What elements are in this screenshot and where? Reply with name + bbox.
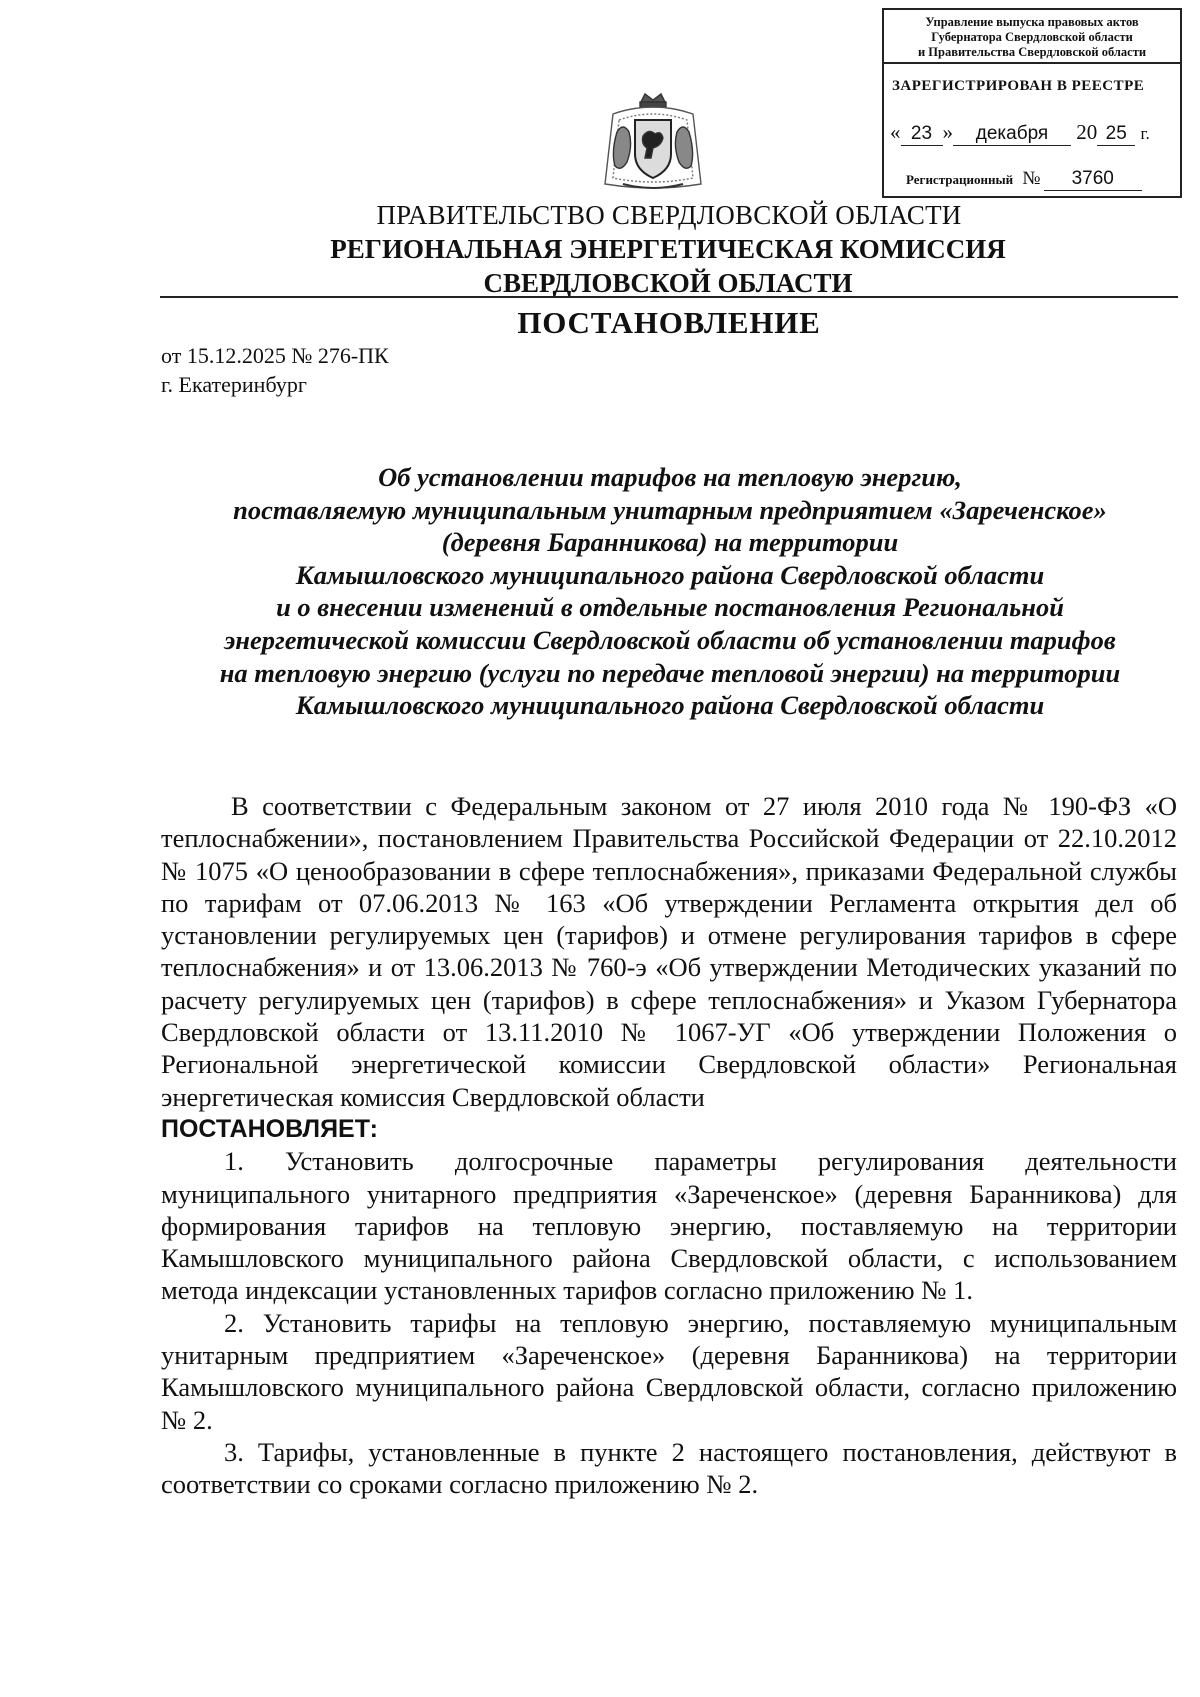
- stamp-close-quote: »: [942, 120, 953, 144]
- document-title: [150, 461, 1190, 722]
- coat-of-arms-icon: [593, 92, 713, 194]
- title-line: энергетической комиссии Свердловской области об установлении тарифов: [224, 624, 1116, 655]
- title-line: (деревня Баранникова) на территории: [441, 527, 899, 558]
- stamp-header-line: и Правительства Свердловской области: [917, 45, 1147, 59]
- commission-name-line2: СВЕРДЛОВСКОЙ ОБЛАСТИ: [483, 268, 853, 298]
- document-type: ПОСТАНОВЛЕНИЕ: [517, 305, 821, 340]
- stamp-reg-number-label: Регистрационный: [906, 172, 1014, 187]
- header-divider: [160, 296, 1178, 298]
- title-line: на тепловую энергию (услуги по передаче тепловой энергии) на территории: [219, 657, 1121, 688]
- stamp-header-line: Губернатора Свердловской области: [931, 30, 1133, 44]
- item-1-paragraph: 1. Установить долгосрочные параметры регулирования деятельности муниципального унитарного предприятия «Зареченское» (деревня Баранникова) для формирования тарифов на тепловую энергию, поставляемую на территории Камышловского муниципального района Свердловской области, с использованием метода индексации установленных тарифов согласно приложению № 1.: [161, 1146, 1177, 1306]
- stamp-open-quote: «: [890, 120, 901, 144]
- decree-word: ПОСТАНОВЛЯЕТ:: [161, 1114, 378, 1143]
- stamp-reg-number-value: 3760: [1044, 168, 1142, 191]
- stamp-day: 23: [901, 123, 943, 146]
- government-name: ПРАВИТЕЛЬСТВО СВЕРДЛОВСКОЙ ОБЛАСТИ: [376, 200, 962, 230]
- item-3-paragraph: 3. Тарифы, установленные в пункте 2 настоящего постановления, действуют в соответствии со сроками согласно приложению № 2.: [161, 1436, 1177, 1500]
- stamp-month: декабря: [953, 123, 1071, 146]
- preamble-paragraph: В соответствии с Федеральным законом от 27 июля 2010 года № 190-ФЗ «О теплоснабжении», постановлением Правительства Российской Федерации от 22.10.2012 № 1075 «О ценообразовании в сфере теплоснабжения», приказами Федеральной службы по тарифам от 07.06.2013 № 163 «Об утверждении Регламента открытия дел об установлении регулируемых цен (тарифов) и отмене регулирования тарифов в сфере теплоснабжения» и от 13.06.2013 № 760-э «Об утверждении Методических указаний по расчету регулируемых цен (тарифов) в сфере теплоснабжения» и Указом Губернатора Свердловской области от 13.11.2010 № 1067-УГ «Об утверждении Положения о Региональной энергетической комиссии Свердловской области» Региональная энергетическая комиссия Свердловской области: [161, 791, 1177, 1112]
- stamp-reg-number: [906, 168, 1142, 191]
- stamp-registered-label: ЗАРЕГИСТРИРОВАН В РЕЕСТРЕ: [892, 78, 1145, 94]
- stamp-date: [890, 120, 1150, 146]
- stamp-header: [884, 10, 1180, 64]
- title-line: Камышловского муниципального района Свердловской области: [295, 559, 1045, 590]
- commission-name-line1: РЕГИОНАЛЬНАЯ ЭНЕРГЕТИЧЕСКАЯ КОМИССИЯ: [330, 234, 1006, 264]
- item-2-paragraph: 2. Установить тарифы на тепловую энергию, поставляемую муниципальным унитарным предприятием «Зареченское» (деревня Баранникова) на территории Камышловского муниципального района Свердловской области, согласно приложению № 2.: [161, 1307, 1177, 1435]
- document-city: г. Екатеринбург: [161, 372, 307, 397]
- title-line: и о внесении изменений в отдельные постановления Региональной: [276, 592, 1064, 623]
- document-date-number: от 15.12.2025 № 276-ПК: [161, 343, 389, 368]
- title-line: Об установлении тарифов на тепловую энергию,: [378, 462, 962, 492]
- title-line: поставляемую муниципальным унитарным предприятием «Зареченское»: [233, 494, 1107, 525]
- document-body: [161, 790, 1177, 1501]
- title-line: Камышловского муниципального района Свердловской области: [295, 690, 1045, 721]
- stamp-year-suffix: 25: [1097, 123, 1135, 146]
- registration-stamp: [882, 8, 1182, 198]
- stamp-number-sign: №: [1022, 168, 1041, 189]
- stamp-year-prefix: 20: [1076, 120, 1098, 144]
- stamp-year-unit: г.: [1140, 124, 1150, 143]
- stamp-header-line: Управление выпуска правовых актов: [925, 15, 1139, 29]
